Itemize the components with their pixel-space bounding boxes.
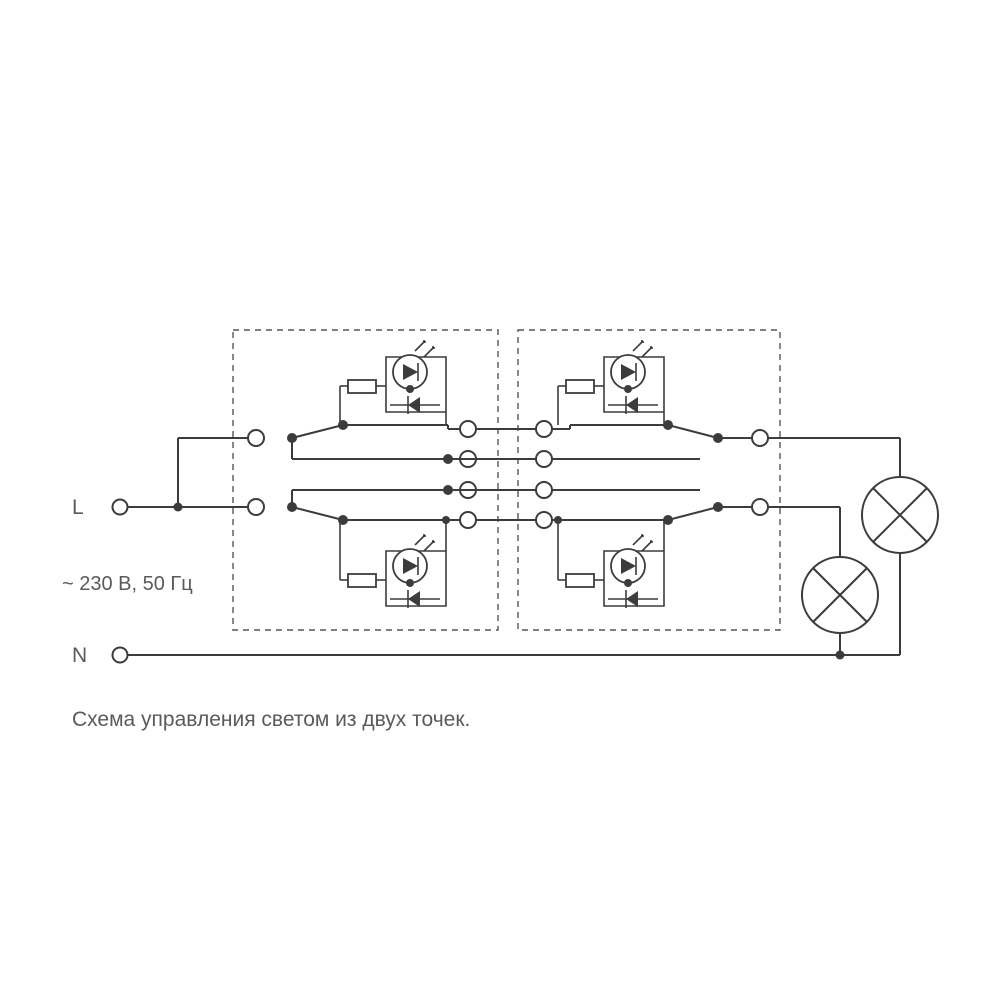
resistor-3 xyxy=(558,380,604,393)
led-indicator-4 xyxy=(554,516,664,608)
led-indicator-1 xyxy=(340,341,446,425)
resistor-2 xyxy=(340,574,386,587)
switch-1-lower[interactable] xyxy=(248,482,476,528)
lamp-1 xyxy=(862,477,938,553)
led-indicator-2 xyxy=(340,516,450,608)
label-N: N xyxy=(72,644,88,667)
switch-2-lower[interactable] xyxy=(536,482,768,528)
line-terminal-L xyxy=(113,500,128,515)
switch-block-2 xyxy=(518,330,780,630)
resistor-4 xyxy=(558,574,604,587)
line-supply-wire xyxy=(128,438,250,512)
led-indicator-3 xyxy=(558,341,664,425)
diagram-caption: Схема управления светом из двух точек. xyxy=(72,708,471,731)
lamp-2 xyxy=(802,557,878,633)
resistor-1 xyxy=(340,380,386,393)
label-L: L xyxy=(72,496,84,519)
neutral-supply-wire xyxy=(113,648,901,663)
supply-label: ~ 230 В, 50 Гц xyxy=(62,573,193,595)
interconnect-wires xyxy=(343,429,700,520)
